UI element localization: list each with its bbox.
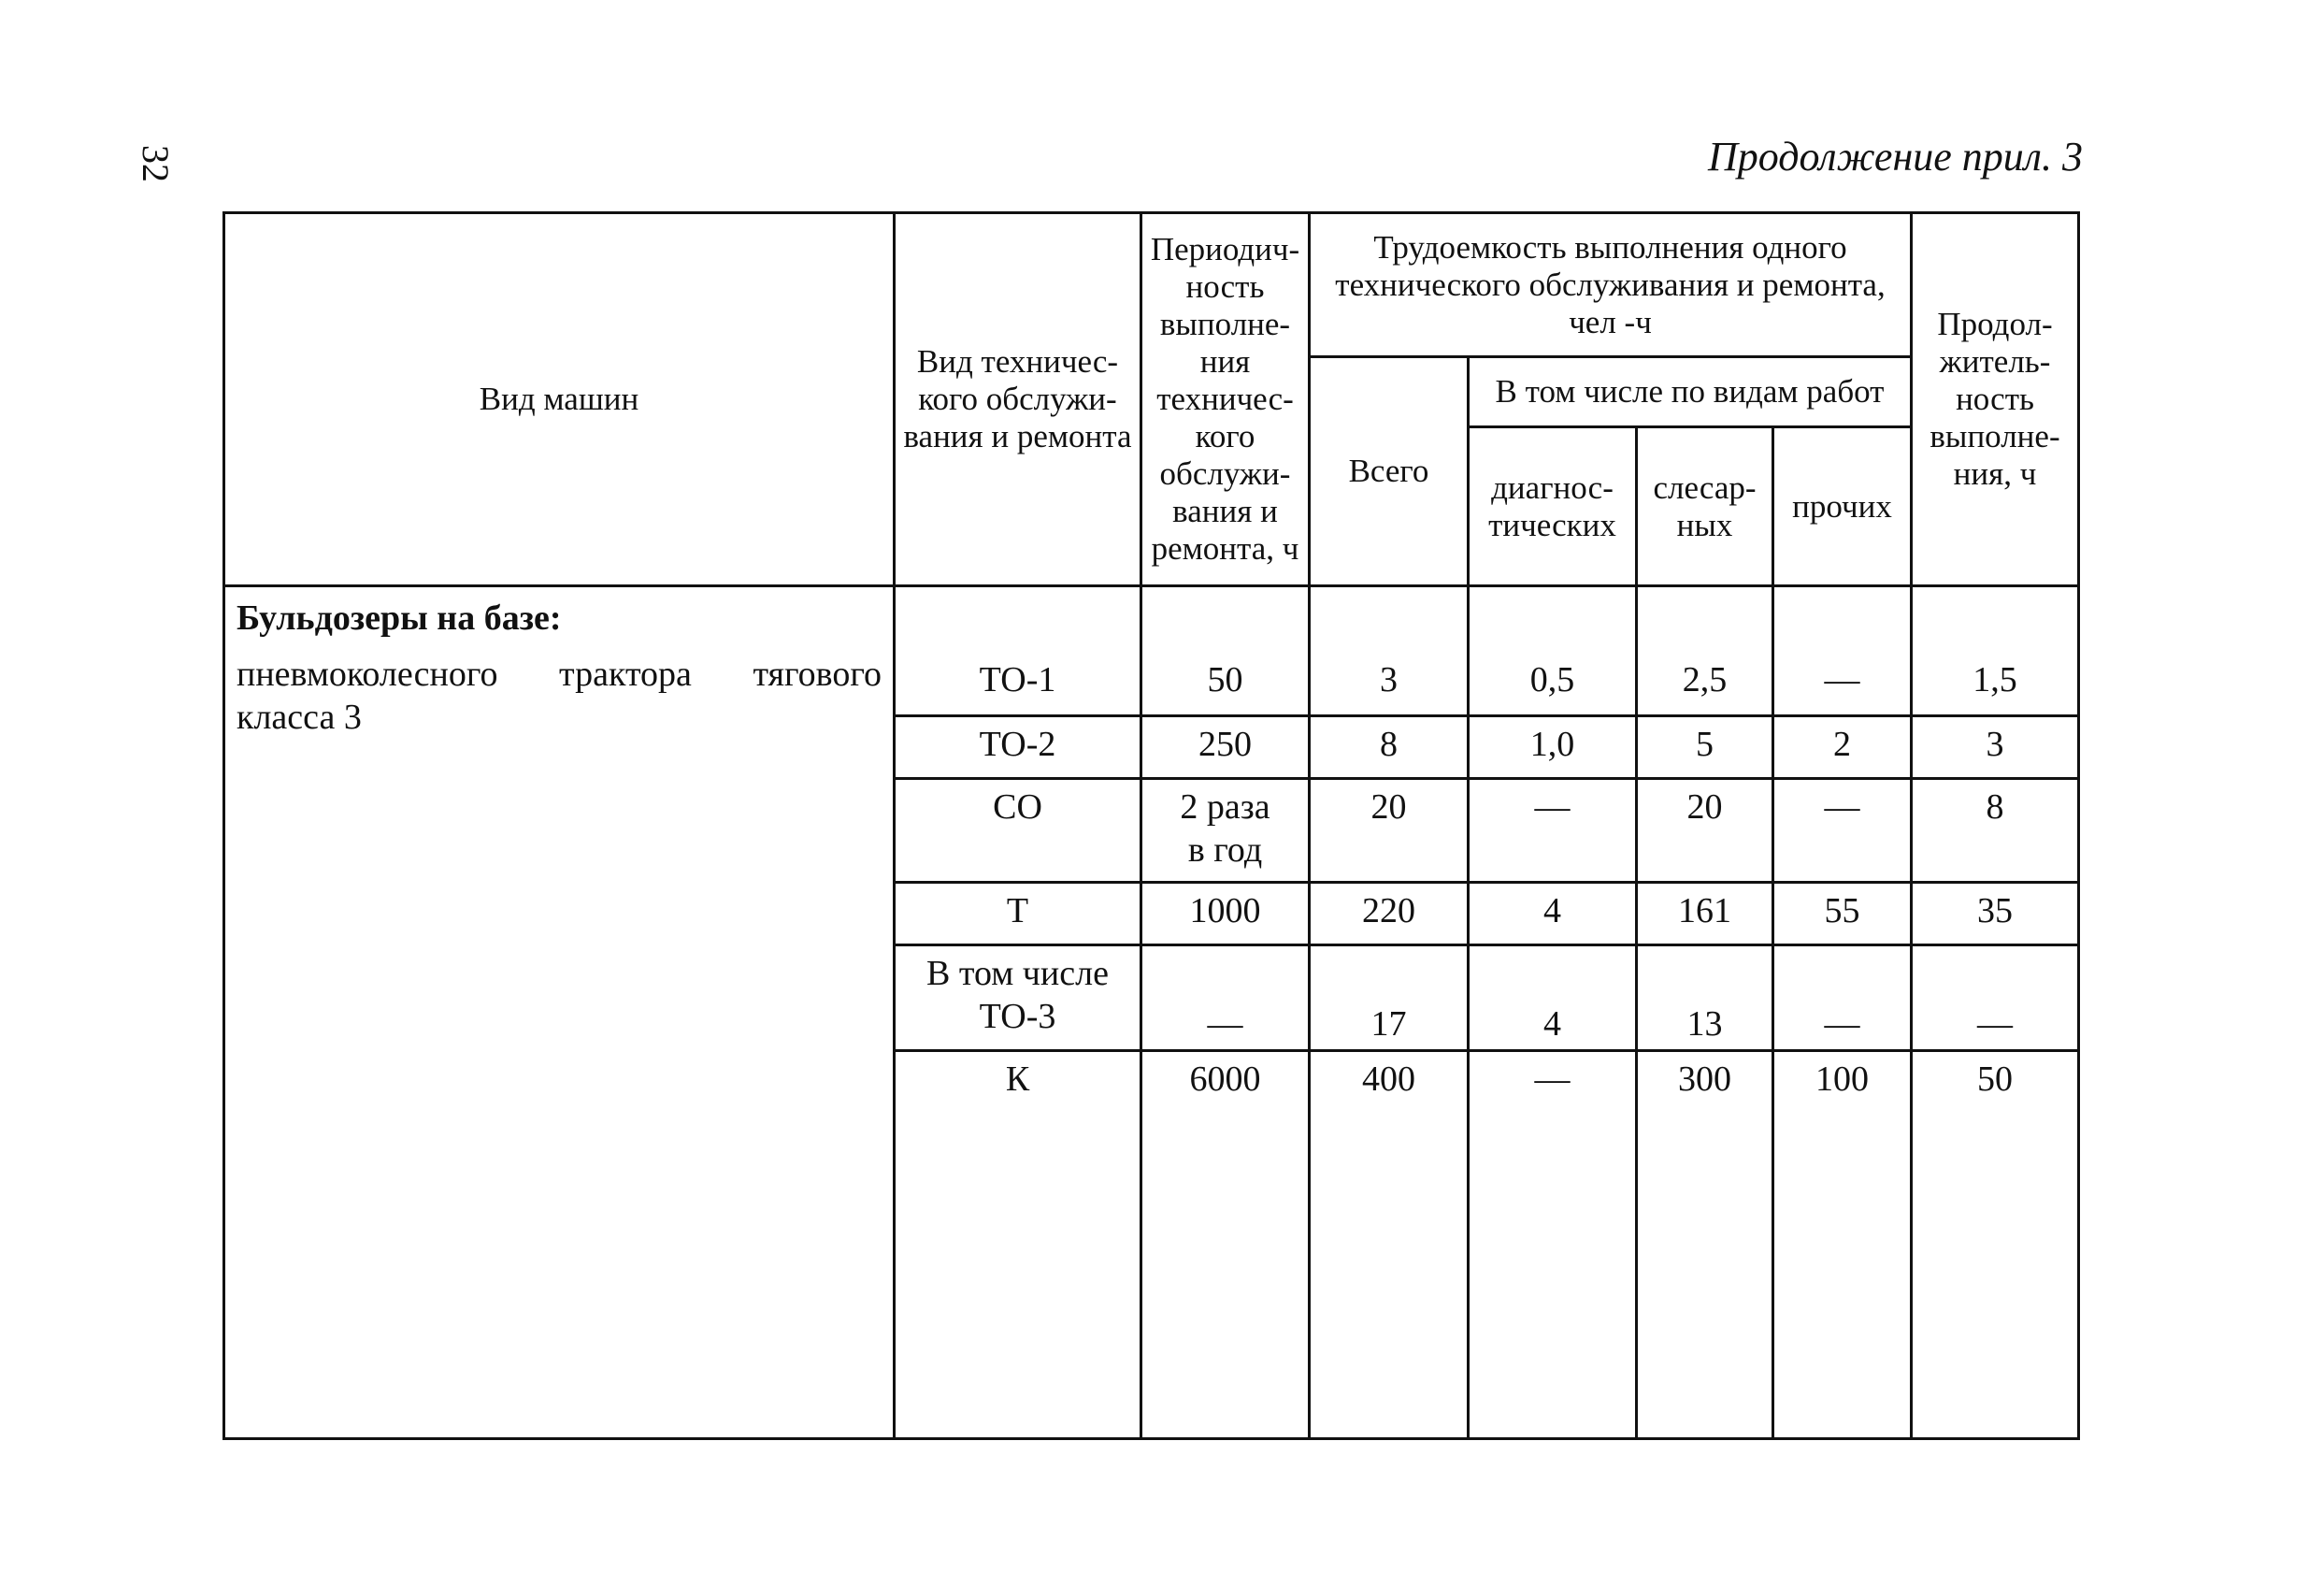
cell-other: 100: [1773, 1051, 1912, 1113]
cell-diagnostic: —: [1469, 1051, 1637, 1113]
cell-periodicity: 2 раза в год: [1141, 779, 1310, 883]
continuation-caption: Продолжение прил. 3: [1708, 134, 2083, 180]
cell-locksmith: 2,5: [1637, 653, 1773, 716]
cell-total: 400: [1310, 1051, 1469, 1113]
cell-diagnostic: 4: [1469, 883, 1637, 945]
cell-periodicity: 6000: [1141, 1051, 1310, 1113]
header-machine-type: Вид машин: [224, 213, 895, 586]
cell-total: 8: [1310, 716, 1469, 779]
header-duration: Продол-житель-ность выполне-ния, ч: [1912, 213, 2079, 586]
cell-periodicity: 50: [1141, 653, 1310, 716]
header-diagnostic: диагнос-тических: [1469, 427, 1637, 586]
header-total: Всего: [1310, 357, 1469, 586]
cell-service-type: Т: [895, 883, 1141, 945]
cell-other: —: [1773, 653, 1912, 716]
cell-diagnostic: 4: [1469, 945, 1637, 1051]
header-service-type: Вид техничес-кого обслужи-вания и ремонта: [895, 213, 1141, 586]
header-periodicity: Периодич-ность выполне-ния техничес-кого обслужи-вания и ремонта, ч: [1141, 213, 1310, 586]
cell-other: —: [1773, 779, 1912, 883]
cell-other: 55: [1773, 883, 1912, 945]
machine-description: пневмоколесного трактора тягового класса 3: [237, 655, 882, 737]
cell-locksmith: 20: [1637, 779, 1773, 883]
cell-service-type: ТО-1: [895, 653, 1141, 716]
cell-total: 17: [1310, 945, 1469, 1051]
group-title: Бульдозеры на базе:: [237, 598, 562, 638]
machine-cell: [224, 586, 895, 1439]
cell-periodicity: 250: [1141, 716, 1310, 779]
header-locksmith: слесар-ных: [1637, 427, 1773, 586]
cell-duration: 8: [1912, 779, 2079, 883]
cell-service-type: В том числе ТО-3: [895, 945, 1141, 1051]
cell-diagnostic: —: [1469, 779, 1637, 883]
cell-locksmith: 300: [1637, 1051, 1773, 1113]
header-labor-intensity: Трудоемкость выполнения одного технического обслуживания и ремонта, чел -ч: [1310, 213, 1912, 357]
header-by-work-kind: В том числе по видам работ: [1469, 357, 1912, 427]
cell-service-type: ТО-2: [895, 716, 1141, 779]
cell-total: 3: [1310, 653, 1469, 716]
cell-locksmith: 161: [1637, 883, 1773, 945]
cell-total: 20: [1310, 779, 1469, 883]
cell-service-type: К: [895, 1051, 1141, 1113]
cell-periodicity: 1000: [1141, 883, 1310, 945]
header-other: прочих: [1773, 427, 1912, 586]
cell-total: 220: [1310, 883, 1469, 945]
cell-other: —: [1773, 945, 1912, 1051]
cell-duration: 1,5: [1912, 653, 2079, 716]
cell-duration: 35: [1912, 883, 2079, 945]
cell-duration: 3: [1912, 716, 2079, 779]
cell-locksmith: 13: [1637, 945, 1773, 1051]
maintenance-table: [222, 211, 2080, 1440]
cell-duration: —: [1912, 945, 2079, 1051]
cell-service-type: СО: [895, 779, 1141, 883]
cell-diagnostic: 0,5: [1469, 653, 1637, 716]
cell-periodicity: —: [1141, 945, 1310, 1051]
cell-locksmith: 5: [1637, 716, 1773, 779]
cell-duration: 50: [1912, 1051, 2079, 1113]
page-number: 32: [135, 145, 177, 182]
cell-diagnostic: 1,0: [1469, 716, 1637, 779]
cell-other: 2: [1773, 716, 1912, 779]
